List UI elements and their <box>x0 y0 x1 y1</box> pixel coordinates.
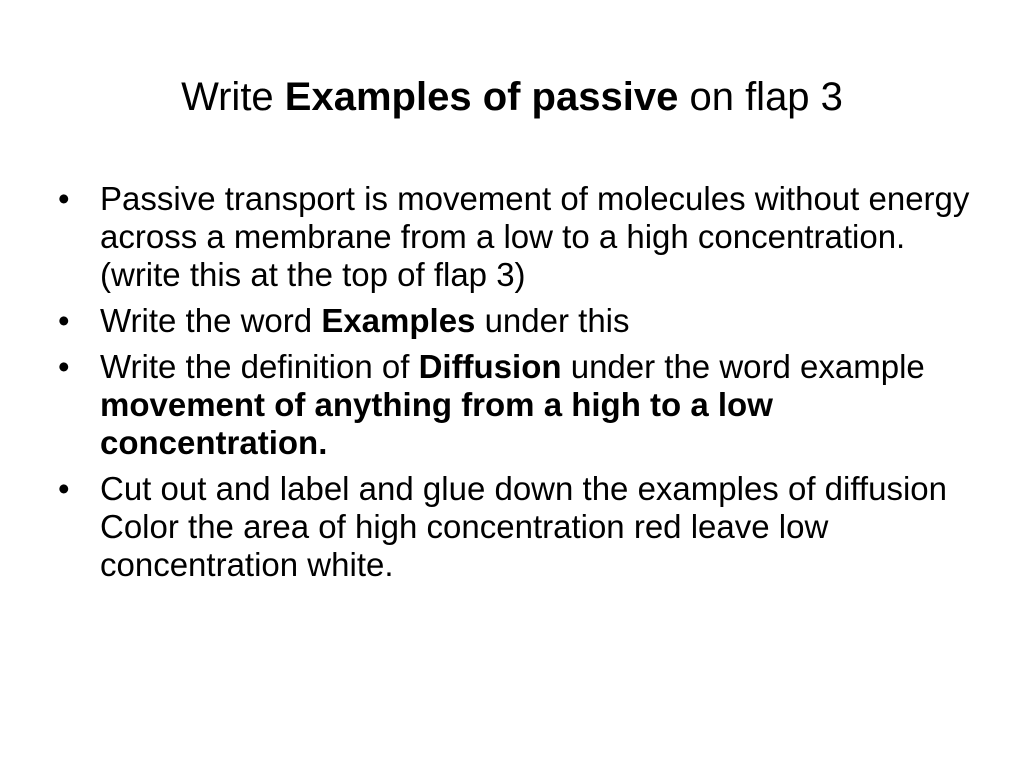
bullet-bold-text: movement of anything from a high to a low concentration. <box>100 386 773 461</box>
bullet-icon: • <box>58 470 70 507</box>
title-text-bold: Examples of passive <box>284 75 679 119</box>
bullet-icon: • <box>58 348 70 385</box>
bullet-text: Passive transport is movement of molecules without energy across a membrane from a low to a high concentration. (write this at the top of flap 3) <box>100 180 970 293</box>
bullet-text: Cut out and label and glue down the examples of diffusion Color the area of high concentration red leave low concentration white. <box>100 470 947 583</box>
bullet-item-examples <box>58 302 978 340</box>
bullet-item-cut-out <box>58 470 978 584</box>
bullet-item-passive-transport <box>58 180 978 294</box>
bullet-text: Write the definition of <box>100 348 419 385</box>
bullet-icon: • <box>58 180 70 217</box>
title-text-post: on flap 3 <box>678 75 843 119</box>
bullet-icon: • <box>58 302 70 339</box>
bullet-text: Write the word <box>100 302 322 339</box>
bullet-bold-text: Diffusion <box>418 348 562 385</box>
bullet-list <box>58 180 978 592</box>
bullet-text: under the word example <box>561 348 925 385</box>
slide-title <box>0 72 1024 122</box>
bullet-bold-text: Examples <box>321 302 476 339</box>
bullet-item-diffusion <box>58 348 978 462</box>
bullet-text: under this <box>475 302 630 339</box>
title-text-pre: Write <box>181 75 285 119</box>
